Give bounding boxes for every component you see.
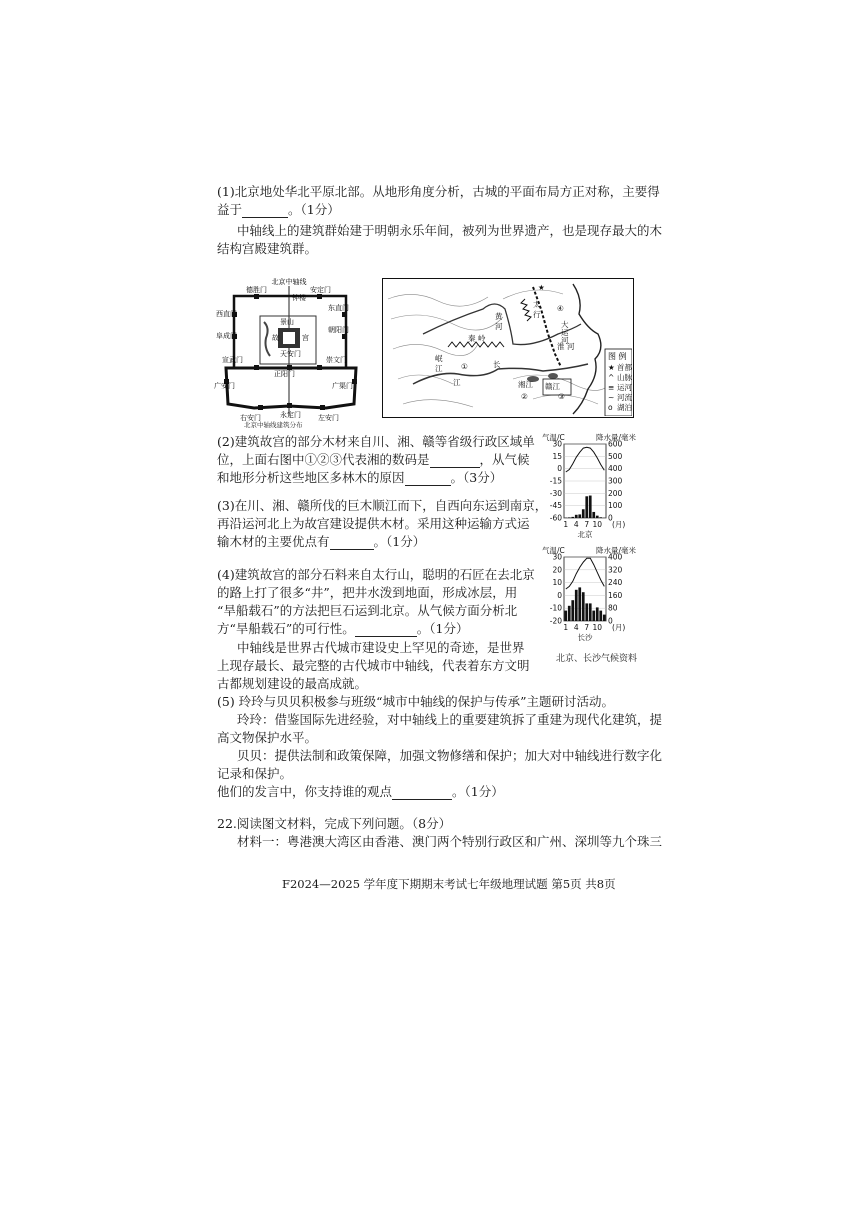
page-footer: F2024—2025 学年度下期期末考试七年级地理试题 第5页 共8页: [282, 877, 616, 891]
label-dayun-3: 河: [561, 336, 569, 345]
changsha-precip-bar: [599, 611, 602, 621]
q5-answer-blank[interactable]: [392, 786, 452, 800]
changsha-right-tick: 320: [608, 565, 623, 575]
label-gugong-a: 故: [272, 334, 279, 342]
q2-line2-post: ，从气候: [479, 452, 530, 467]
changsha-left-tick: 30: [552, 552, 562, 562]
legend-label-canal: 运河: [617, 383, 632, 392]
climate-caption: 北京、长沙气候资料: [556, 654, 638, 664]
changsha-right-tick: 0: [608, 616, 613, 626]
q1-line2-pre: 益于: [217, 202, 243, 217]
changsha-precip-bar: [596, 607, 599, 621]
changsha-chart-title: 长沙: [577, 633, 593, 642]
legend-sym-mountain: ^: [608, 373, 615, 382]
label-qinling-2: 岭: [478, 334, 486, 343]
beijing-precip-bar: [599, 517, 602, 518]
beijing-map-title: 北京中轴线: [271, 278, 307, 286]
beijing-precip-bar: [592, 512, 595, 518]
beijing-axis-map-svg: [214, 276, 364, 428]
q22-line2: 材料一：粤港澳大湾区由香港、澳门两个特别行政区和广州、深圳等九个珠三: [237, 834, 663, 849]
gate-marker: [258, 405, 263, 410]
q4-line2: 的路上打了很多“井”，把井水泼到地面，形成冰层，用: [217, 585, 518, 600]
q5-line6-post: 。（1分）: [452, 784, 504, 799]
q4-line4-pre: 方“旱船载石”的可行性。: [217, 621, 355, 636]
changsha-precip-bar: [578, 587, 581, 621]
gate-marker: [317, 365, 322, 370]
beijing-left-tick: -30: [549, 488, 562, 498]
label-tiananmen: 天安门: [280, 350, 301, 358]
beijing-left-tick: -60: [549, 513, 562, 523]
label-ganjiang: 赣江: [545, 382, 560, 391]
q5-line5: 记录和保护。: [217, 766, 293, 781]
label-taihang-2: 行: [533, 310, 541, 319]
label-huanghe-1: 黄: [495, 312, 503, 321]
beijing-left-tick: 30: [552, 439, 562, 449]
q2-line3-pre: 和地形分析这些地区多林木的原因: [217, 470, 405, 485]
beijing-right-tick: 400: [608, 464, 623, 474]
label-gugong-b: 宫: [302, 334, 309, 342]
beijing-ylabel-right: 降水量/毫米: [596, 433, 637, 442]
label-zhonglou: 钟楼: [292, 294, 306, 302]
legend-label-capital: 首都: [617, 363, 632, 372]
changsha-precip-bar: [571, 600, 574, 621]
beijing-x-tick: 4: [573, 520, 579, 529]
label-huaihe-1: 淮: [557, 342, 565, 351]
q5-line1: (5) 玲玲与贝贝积极参与班级“城市中轴线的保护与传承”主题研讨活动。: [217, 694, 614, 709]
q2-line2-pre: 位，上面右图中①②③代表湘的数码是: [217, 452, 430, 467]
q2-answer-blank-1[interactable]: [430, 454, 480, 468]
label-fuchengmen: 阜成门: [216, 332, 237, 340]
changsha-ylabel-left: 气温/C: [542, 546, 565, 555]
label-qinling-1: 秦: [468, 334, 476, 343]
label-zhengyangmen: 正阳门: [274, 370, 295, 378]
gate-marker: [317, 294, 322, 299]
label-xuanwumen: 宣武门: [222, 356, 243, 364]
changsha-left-tick: -20: [549, 616, 562, 626]
q5-line4: 贝贝：提供法制和政策保障，加强文物修缮和保护；加大对中轴线进行数字化: [237, 748, 663, 763]
changsha-precip-bar: [603, 615, 606, 621]
beijing-left-tick: 15: [552, 451, 562, 461]
label-andingmen: 安定门: [310, 286, 331, 294]
q3-line3-pre: 输木材的主要优点有: [217, 534, 330, 549]
q5-line6-pre: 他们的发言中，你支持谁的观点: [217, 784, 393, 799]
q2-line1: (2)建筑故宫的部分木材来自川、湘、赣等省级行政区域单: [217, 434, 535, 449]
beijing-x-tick: 1: [563, 520, 569, 529]
q3-line3: [217, 533, 425, 550]
beijing-precip-bar: [596, 516, 599, 518]
label-circle4: ④: [557, 304, 564, 313]
changsha-x-tick: 1: [563, 623, 569, 632]
q5-line6: [217, 783, 504, 800]
q3-line2: 再沿运河北上为故宫建设提供木材。采用这种运输方式运: [217, 516, 530, 531]
q3-line3-post: 。（1分）: [373, 534, 426, 549]
beijing-precip-bar: [585, 496, 588, 518]
label-zuoanmen: 左安门: [318, 414, 339, 422]
label-xiangjiang: 湘江: [518, 380, 533, 389]
label-beijing-star: ★: [538, 283, 545, 292]
beijing-x-unit: (月): [612, 520, 626, 529]
midtext-line2: 上现存最长、最完整的古代城市中轴线，代表着东方文明: [217, 658, 530, 673]
legend-sym-capital: ★: [608, 363, 615, 372]
label-dongzhimen: 东直门: [328, 304, 349, 312]
beijing-left-tick: -15: [549, 476, 562, 486]
changsha-left-tick: 10: [552, 578, 562, 588]
legend-label-river: 河流: [617, 393, 632, 402]
label-yongdingmen: 永定门: [280, 411, 301, 419]
gate-marker: [254, 294, 259, 299]
beijing-ylabel-left: 气温/C: [542, 433, 565, 442]
changsha-precip-bar: [568, 606, 571, 621]
beijing-right-tick: 600: [608, 439, 623, 449]
changsha-precip-bar: [564, 611, 567, 621]
label-xizhimen: 西直门: [216, 310, 237, 318]
q2-line3-post: 。（3分）: [450, 470, 503, 485]
qinling-mountains: [448, 342, 504, 347]
beijing-precip-bar: [575, 515, 578, 518]
forbidden-city-inner: [283, 332, 295, 344]
beijing-precip-bar: [582, 509, 585, 518]
changsha-precip-bar: [592, 611, 595, 621]
gate-marker: [342, 334, 347, 339]
label-huanghe-2: 河: [495, 322, 503, 331]
q1-line2-post: 。（1分）: [288, 202, 340, 217]
q4-line1: (4)建筑故宫的部分石料来自太行山，聪明的石匠在去北京: [217, 567, 535, 582]
label-chongwenmen: 崇文门: [326, 356, 347, 364]
q1-answer-blank[interactable]: [242, 204, 288, 218]
label-changjiang: 长: [493, 360, 501, 369]
q4-line3: “旱船载石”的方法把巨石运到北京。从气候方面分析北: [217, 603, 518, 618]
beijing-x-tick: 7: [584, 520, 590, 529]
lake-poyang: [548, 373, 558, 379]
changsha-precip-bar: [589, 603, 592, 621]
label-jianghuai: 江: [453, 378, 461, 387]
china-map: [382, 278, 634, 418]
gate-marker: [254, 365, 259, 370]
beijing-chart-title: 北京: [577, 530, 593, 539]
climate-charts-svg: [540, 432, 640, 644]
changsha-precip-bar: [582, 592, 585, 621]
label-deshengmen: 德胜门: [246, 286, 267, 294]
label-guanganmen: 广安门: [214, 382, 235, 390]
changsha-x-tick: 7: [584, 623, 590, 632]
label-guangqumen: 广渠门: [332, 382, 353, 390]
changsha-ylabel-right: 降水量/毫米: [596, 546, 637, 555]
lake-shichahai: [264, 322, 270, 356]
changsha-right-tick: 160: [608, 590, 623, 600]
changsha-x-tick: 10: [592, 623, 603, 632]
q5-line2: 玲玲：借鉴国际先进经验，对中轴线上的重要建筑拆了重建为现代化建筑，提: [237, 712, 663, 727]
beijing-map-caption: 北京中轴线建筑分布: [244, 421, 303, 429]
midtext-line1: 中轴线是世界古代城市建设史上罕见的奇迹，是世界: [237, 640, 525, 655]
q2-answer-blank-2[interactable]: [405, 472, 451, 486]
beijing-axis-map: [214, 276, 364, 428]
terrain-texture: [388, 290, 613, 407]
legend-sym-lake: o: [608, 403, 613, 412]
china-map-svg: [383, 279, 632, 416]
q3-answer-blank[interactable]: [330, 536, 374, 550]
q5-line3: 高文物保护水平。: [217, 730, 318, 745]
label-dayun-1: 大: [561, 320, 569, 329]
beijing-right-tick: 100: [608, 501, 623, 511]
changsha-left-tick: -10: [549, 603, 562, 613]
beijing-left-tick: 0: [557, 464, 562, 474]
changsha-precip-bar: [585, 603, 588, 621]
beijing-right-tick: 500: [608, 451, 623, 461]
beijing-temperature-line: [566, 447, 605, 472]
changsha-temperature-line: [566, 558, 605, 589]
beijing-right-tick: 0: [608, 513, 613, 523]
climate-charts: [540, 432, 640, 644]
beijing-x-tick: 10: [592, 520, 603, 529]
changsha-x-tick: 4: [573, 623, 579, 632]
beijing-right-tick: 200: [608, 488, 623, 498]
gate-marker: [342, 312, 347, 317]
beijing-precip-bar: [589, 496, 592, 518]
changsha-right-tick: 240: [608, 578, 623, 588]
label-huaihe-2: 河: [567, 342, 575, 351]
label-circle1: ①: [461, 362, 468, 371]
legend-sym-canal: ≡: [608, 383, 615, 392]
label-dayun-2: 运: [561, 328, 569, 337]
label-jingshan: 景山: [280, 318, 294, 326]
coastline: [573, 284, 601, 414]
grand-canal: [533, 287, 561, 367]
q2-line3: [217, 469, 502, 486]
label-minjiang-2: 江: [435, 364, 443, 373]
beijing-left-tick: -45: [549, 501, 562, 511]
gate-marker: [320, 405, 325, 410]
q1-line2: [217, 201, 340, 218]
changsha-x-unit: (月): [612, 623, 626, 632]
gate-marker: [287, 403, 292, 408]
q1-line1: (1)北京地处华北平原北部。从地形角度分析，古城的平面布局方正对称，主要得: [217, 184, 660, 199]
beijing-right-tick: 300: [608, 476, 623, 486]
label-circle3: ③: [558, 392, 565, 401]
q3-line1: (3)在川、湘、赣所伐的巨木顺江而下，自西向东运到南京，: [217, 498, 548, 513]
q22-line1: 22.阅读图文材料，完成下列问题。（8分）: [217, 816, 452, 831]
changsha-right-tick: 400: [608, 552, 623, 562]
intro-line1: 中轴线上的建筑群始建于明朝永乐年间，被列为世界遗产，也是现存最大的木: [237, 223, 663, 238]
changsha-left-tick: 20: [552, 565, 562, 575]
beijing-precip-bar: [571, 517, 574, 518]
legend-title: 图 例: [608, 352, 627, 361]
q4-line4: [217, 620, 468, 637]
label-chaoyangmen: 朝阳门: [328, 326, 349, 334]
changsha-right-tick: 80: [608, 603, 618, 613]
legend-label-lake: 湖泊: [617, 403, 632, 412]
q4-answer-blank[interactable]: [355, 623, 417, 637]
q2-line2: [217, 451, 530, 468]
label-youanmen: 右安门: [240, 414, 261, 422]
label-circle2: ②: [521, 392, 528, 401]
label-minjiang-1: 岷: [435, 354, 443, 363]
taihang-mountains: [521, 299, 531, 321]
legend-label-mountain: 山脉: [617, 373, 632, 382]
changsha-precip-bar: [575, 590, 578, 621]
legend-sym-river: ~: [608, 393, 615, 402]
intro-line2: 结构宫殿建筑群。: [217, 241, 318, 256]
midtext-line3: 古都规划建设的最高成就。: [217, 676, 368, 691]
beijing-precip-bar: [578, 514, 581, 518]
beijing-precip-bar: [568, 517, 571, 518]
q4-line4-post: 。（1分）: [416, 621, 469, 636]
label-taihang-1: 太: [533, 300, 541, 309]
changsha-left-tick: 0: [557, 590, 562, 600]
